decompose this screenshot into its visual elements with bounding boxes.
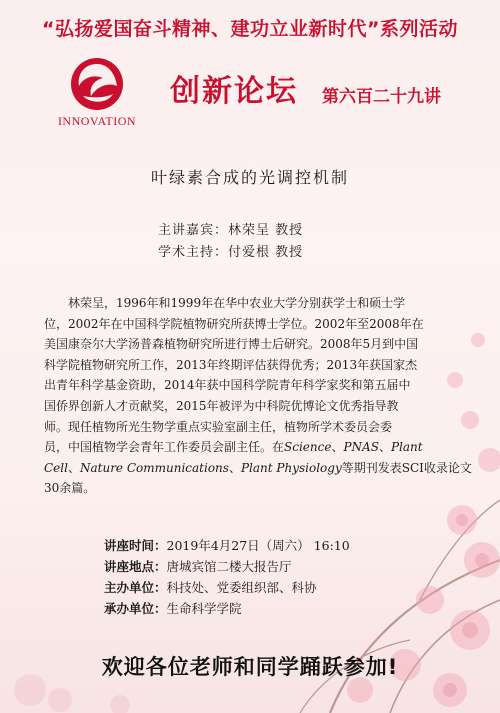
bio-line-8	[44, 437, 457, 458]
bio-line-4: 科学院植物研究所工作，2013年终期评估获得优秀；2013年获国家杰	[44, 357, 418, 372]
bio-sep-4: 、	[228, 460, 241, 475]
forum-title: 创新论坛	[170, 74, 298, 109]
bio-line-5: 出青年科学基金资助，2014年获中国科学院青年科学家奖和第五届中	[44, 378, 411, 393]
speaker-bio	[44, 293, 472, 499]
bio-sep-2: 、	[378, 440, 391, 455]
time-value: 2019年4月27日（周六） 16:10	[166, 538, 350, 553]
bio-line-3: 美国康奈尔大学汤普森植物研究所进行博士后研究。2008年5月到中国	[44, 337, 419, 352]
bio-line-9	[44, 458, 472, 479]
bio-sep-1: 、	[331, 440, 344, 455]
organizer-label: 主办单位：	[104, 580, 167, 595]
journal-science: Science	[284, 440, 332, 455]
series-title: “弘扬爱国奋斗精神、建功立业新时代”系列活动	[42, 18, 458, 40]
host-unit-label: 承办单位：	[104, 601, 167, 616]
info-row-host-unit	[104, 598, 350, 619]
bio-line-2: 位，2002年在中国科学院植物研究所获博士学位。2002年至2008年在	[44, 316, 424, 331]
lecture-number: 第六百二十九讲	[322, 87, 441, 107]
host-line: 学术主持：付爱根 教授	[158, 245, 304, 260]
talk-title: 叶绿素合成的光调控机制	[150, 168, 349, 187]
bio-line-8-text: 员，中国植物学会青年工作委员会副主任。在	[44, 440, 285, 455]
bio-line-9-tail: 等期刊发表SCI收录论文	[341, 460, 472, 475]
speaker-line: 主讲嘉宾：林荣呈 教授	[158, 223, 304, 238]
bio-line-7: 师。现任植物所光生物学重点实验室副主任，植物所学术委员会委	[44, 419, 393, 434]
innovation-logo	[42, 54, 152, 132]
bio-line-6: 国侨界创新人才贡献奖，2015年被评为中科院优博论文优秀指导教	[44, 398, 399, 413]
info-row-time	[104, 535, 350, 556]
place-label: 讲座地点：	[104, 559, 167, 574]
organizer-value: 科技处、党委组织部、科协	[166, 580, 317, 595]
innovation-logo-icon	[69, 56, 125, 112]
journal-plant-cell-part1: Plant	[390, 440, 423, 455]
journal-plant-physiology: Plant Physiology	[240, 460, 342, 475]
bio-line-10: 30余篇。	[44, 481, 96, 496]
journal-nature-communications: Nature Communications	[79, 460, 229, 475]
time-label: 讲座时间：	[104, 538, 167, 553]
host-unit-value: 生命科学学院	[166, 601, 242, 616]
lecture-info	[104, 535, 350, 619]
logo-text: INNOVATION	[57, 114, 137, 128]
journal-plant-cell-part2: Cell	[44, 460, 68, 475]
place-value: 唐城宾馆二楼大报告厅	[166, 559, 292, 574]
info-row-organizer	[104, 577, 350, 598]
bio-line-1: 林荣呈，1996年和1999年在华中农业大学分别获学士和硕士学	[68, 296, 406, 310]
journal-pnas: PNAS	[343, 440, 379, 455]
welcome-message: 欢迎各位老师和同学踊跃参加!	[101, 655, 399, 679]
info-row-place	[104, 556, 350, 577]
bio-sep-3: 、	[67, 460, 80, 475]
